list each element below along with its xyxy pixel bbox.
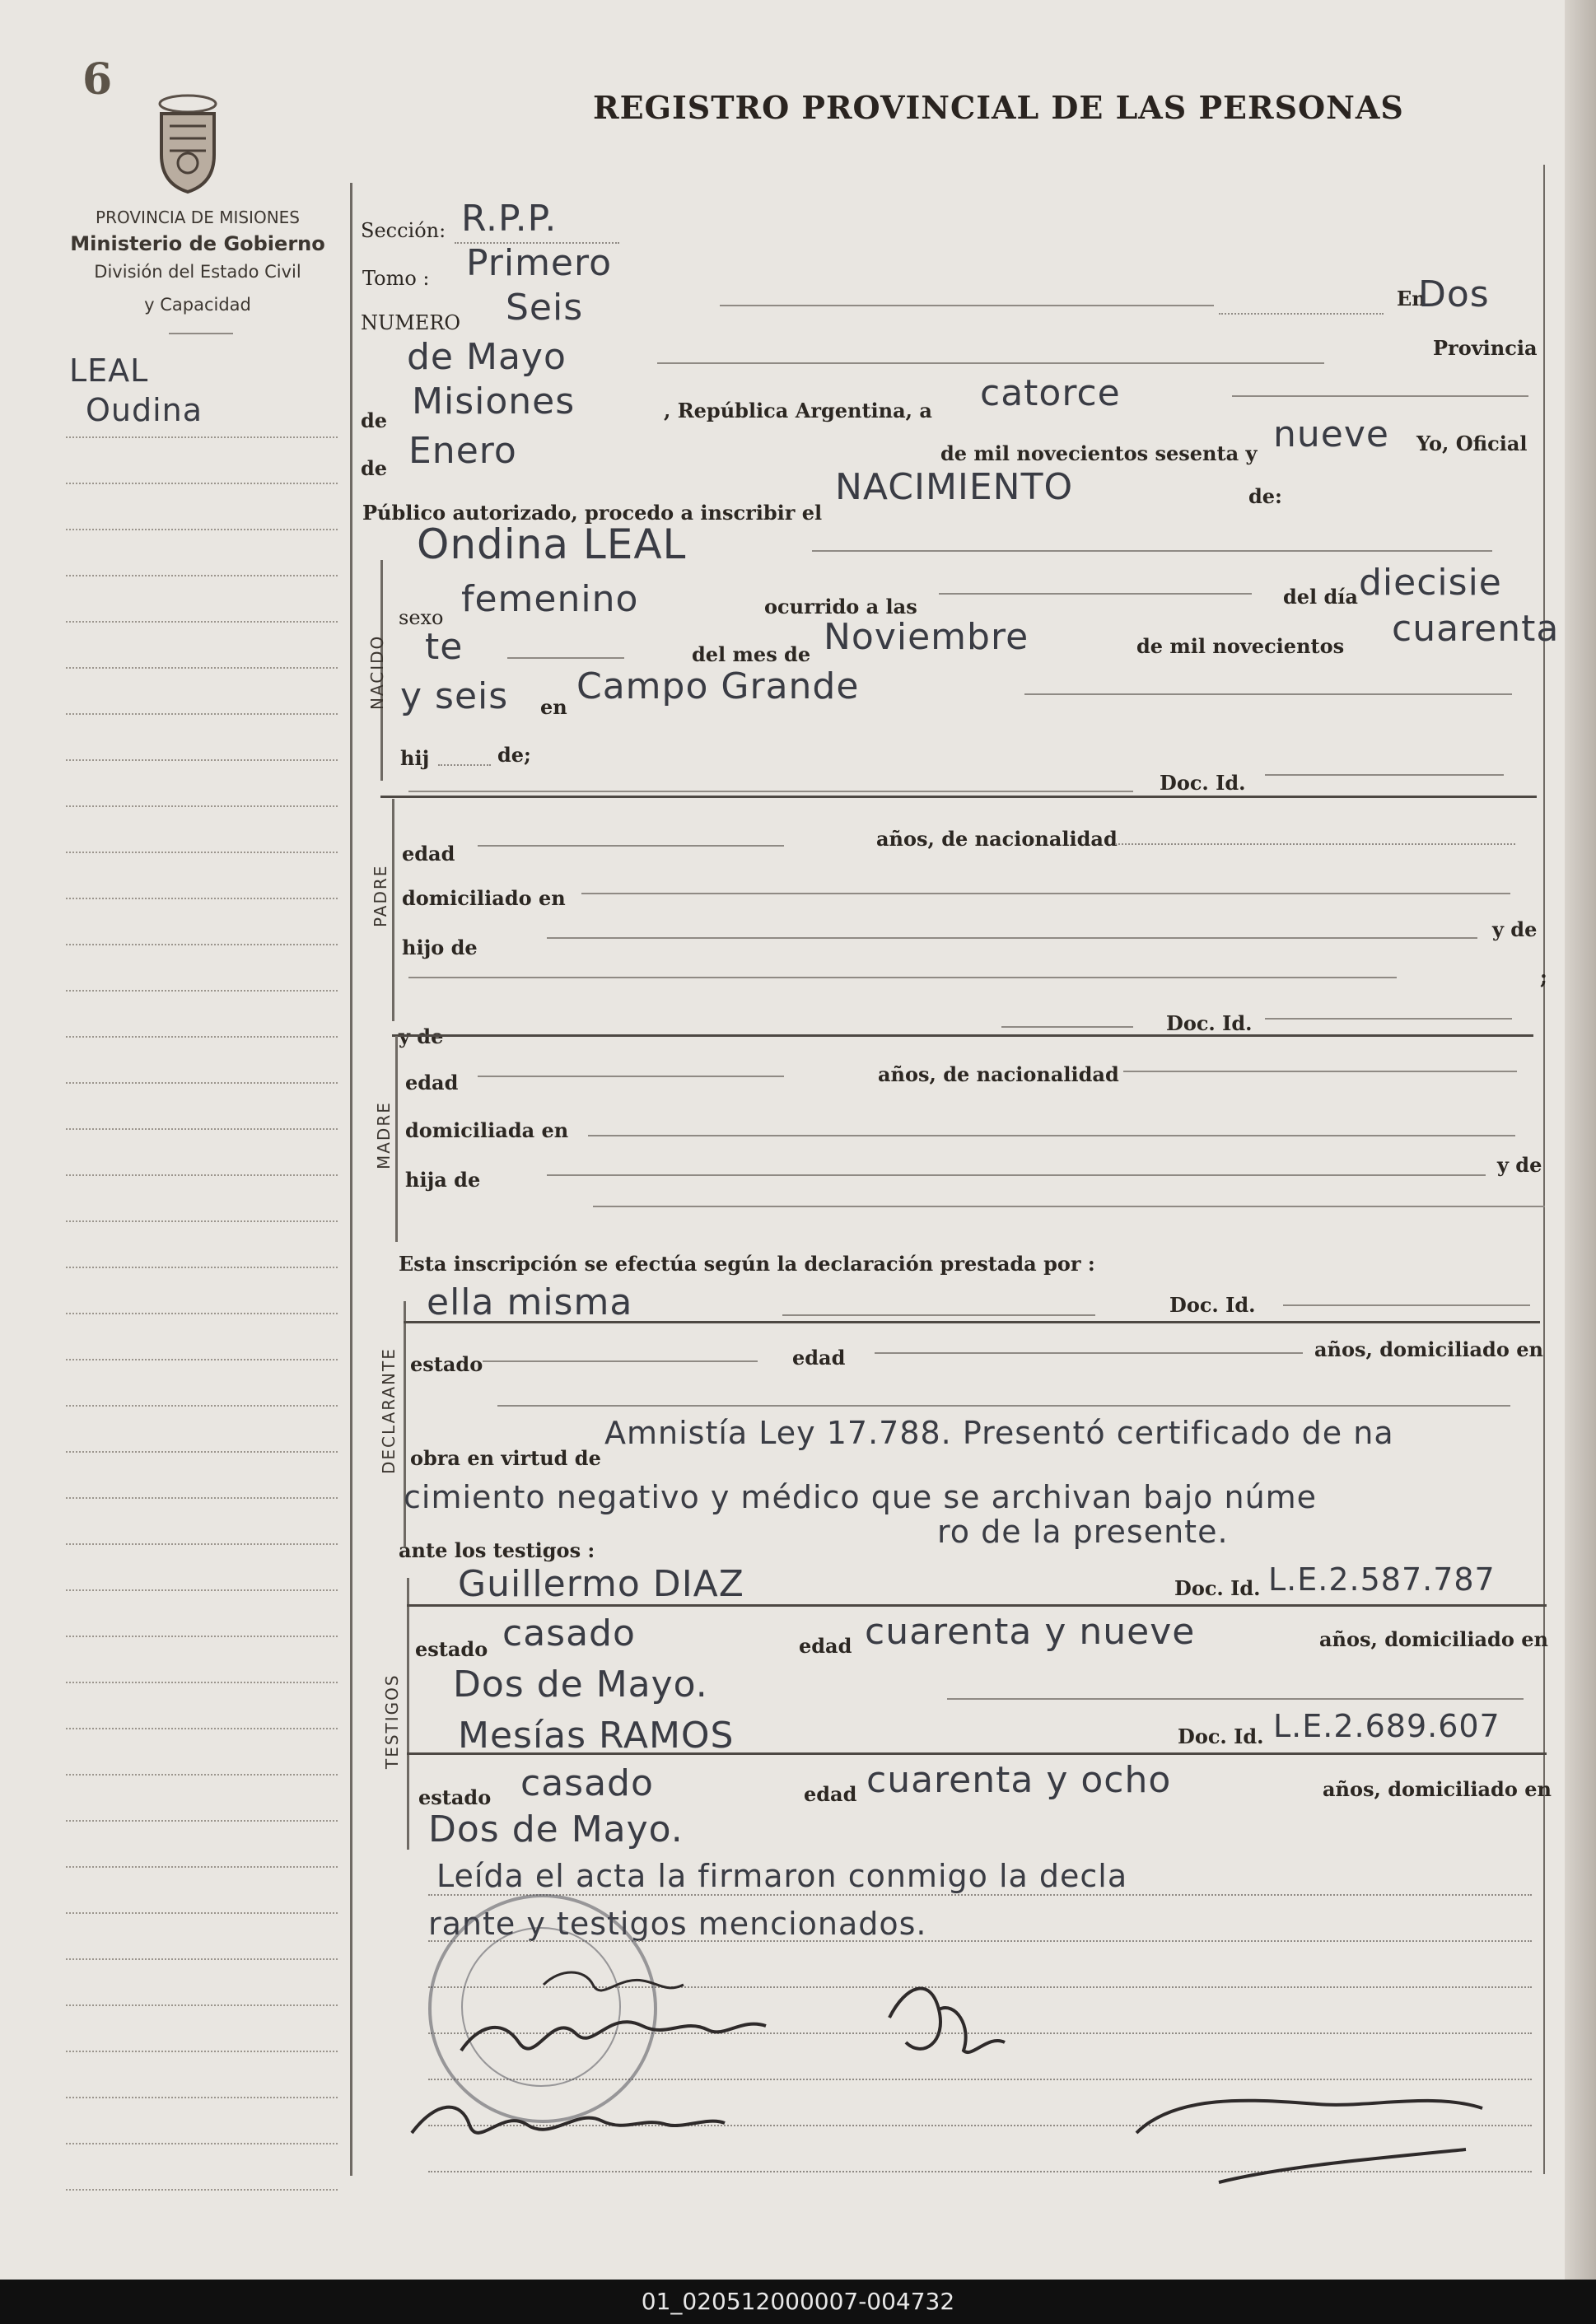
coat-of-arms-icon — [147, 89, 229, 196]
margin-rule — [66, 1497, 338, 1499]
mil-nov-label: de mil novecientos — [1136, 634, 1345, 658]
field-line — [483, 1360, 758, 1362]
ante-testigos-label: ante los testigos : — [399, 1538, 595, 1562]
en-label: En — [1397, 287, 1426, 310]
testigo2-doc: L.E.2.689.607 — [1273, 1708, 1500, 1744]
left-border-line — [350, 183, 352, 2176]
margin-rule — [66, 529, 338, 530]
margin-rule — [66, 1405, 338, 1407]
cierre-line-1: Leída el acta la firmaron conmigo la decla — [436, 1858, 1128, 1894]
en-value: Dos — [1418, 273, 1490, 315]
book-binding — [1565, 0, 1596, 2280]
field-line — [547, 937, 1477, 939]
field-line — [947, 1698, 1524, 1700]
testigo1-dom: Dos de Mayo. — [453, 1664, 708, 1706]
y-de-label-3: y de — [1497, 1153, 1542, 1177]
numero-label: NUMERO — [361, 311, 461, 334]
field-line — [1001, 1026, 1133, 1028]
testigo2-estado: casado — [520, 1762, 654, 1804]
obra-label: obra en virtud de — [410, 1446, 601, 1470]
estado-label-3: estado — [418, 1785, 492, 1809]
margin-given-name: Oudina — [86, 392, 203, 428]
field-line — [1024, 693, 1512, 695]
numero-value: Seis — [506, 287, 584, 329]
anos-dom-label-2: años, domiciliado en — [1319, 1627, 1548, 1651]
field-line — [408, 977, 1397, 978]
field-line — [720, 305, 1214, 306]
field-line — [1115, 843, 1515, 845]
right-border-line — [1543, 165, 1545, 2174]
field-line — [1265, 774, 1504, 776]
de-colon-label: de: — [1248, 484, 1282, 508]
field-line — [478, 845, 784, 847]
del-dia-label: del día — [1283, 585, 1358, 609]
field-line — [939, 593, 1252, 595]
nombre-value: Ondina LEAL — [417, 520, 687, 568]
publico-label: Público autorizado, procedo a inscribir el — [362, 501, 823, 525]
section-line — [392, 799, 394, 1021]
sexo-value: femenino — [461, 578, 639, 620]
localidad-value: de Mayo — [407, 336, 567, 378]
field-line — [657, 362, 1324, 364]
margin-rule — [66, 621, 338, 623]
domiciliado-label: domiciliado en — [402, 886, 566, 910]
anio-nac-value: cuarenta — [1392, 608, 1560, 650]
seccion-value: R.P.P. — [461, 198, 558, 240]
estado-label-2: estado — [415, 1637, 488, 1661]
field-line — [593, 1206, 1545, 1207]
field-line — [1265, 1018, 1512, 1020]
margin-rule — [66, 1128, 338, 1130]
sexo-label: sexo — [399, 606, 444, 629]
hija-de-label: hija de — [405, 1168, 481, 1192]
margin-rule — [66, 805, 338, 807]
mil-nov-sesenta-label: de mil novecientos sesenta y — [940, 441, 1258, 465]
republica-label: , República Argentina, a — [664, 399, 932, 422]
margin-rule — [66, 2189, 338, 2191]
field-line — [812, 550, 1492, 552]
margin-rule — [66, 1820, 338, 1822]
section-nacido: NACIDO — [367, 634, 387, 710]
cierre-line-2: rante y testigos mencionados. — [428, 1906, 927, 1942]
province-label: PROVINCIA DE MISIONES — [96, 208, 300, 227]
divider — [169, 333, 233, 334]
testigo2-dom: Dos de Mayo. — [428, 1808, 684, 1850]
testigo1-estado: casado — [502, 1612, 636, 1654]
y-de-label: y de — [1492, 917, 1538, 941]
field-line — [875, 1352, 1303, 1354]
margin-rule — [66, 1682, 338, 1683]
dia-nac-value-2: te — [425, 626, 464, 668]
section-madre: MADRE — [374, 1101, 394, 1169]
provincia-value: Misiones — [412, 380, 576, 422]
field-line — [1219, 313, 1384, 315]
anos-dom-label: años, domiciliado en — [1314, 1337, 1543, 1361]
field-line — [408, 791, 1133, 792]
page-number: 6 — [82, 54, 113, 105]
signatures — [395, 1960, 1548, 2224]
field-line — [507, 657, 624, 659]
anos-nac-label-2: años, de nacionalidad — [878, 1062, 1119, 1086]
anio-nac-value-2: y seis — [400, 675, 509, 717]
margin-rule — [66, 667, 338, 669]
ocurrido-label: ocurrido a las — [764, 595, 917, 618]
field-line — [588, 1135, 1515, 1136]
margin-rule — [66, 575, 338, 576]
doc-id-label-5: Doc. Id. — [1178, 1724, 1264, 1748]
margin-rule — [66, 2051, 338, 2052]
section-divider — [380, 796, 1537, 798]
margin-rule — [66, 1082, 338, 1084]
field-line — [1232, 395, 1528, 397]
margin-rule — [66, 1451, 338, 1453]
margin-rule — [66, 852, 338, 853]
section-declarante: DECLARANTE — [379, 1347, 399, 1474]
footer-reference: 01_020512000007-004732 — [0, 2280, 1596, 2324]
doc-id-label-3: Doc. Id. — [1169, 1293, 1256, 1317]
field-line — [782, 1314, 1095, 1316]
doc-id-label: Doc. Id. — [1160, 771, 1246, 795]
tomo-label: Tomo : — [362, 267, 430, 290]
margin-rule — [66, 483, 338, 484]
doc-id-label-4: Doc. Id. — [1174, 1576, 1261, 1600]
margin-rule — [66, 436, 338, 438]
obra-value-1: Amnistía Ley 17.788. Presentó certificado de na — [604, 1415, 1394, 1451]
section-line — [395, 1036, 398, 1242]
edad-label-2: edad — [405, 1071, 459, 1094]
section-divider — [392, 1034, 1533, 1037]
margin-rule — [66, 1267, 338, 1268]
acto-value: NACIMIENTO — [835, 466, 1074, 508]
division-label-2: y Capacidad — [144, 295, 251, 315]
testigo1-edad: cuarenta y nueve — [865, 1611, 1196, 1653]
field-line — [547, 1174, 1486, 1176]
obra-value-2: cimiento negativo y médico que se archivan bajo núme — [404, 1479, 1318, 1515]
margin-rule — [66, 713, 338, 715]
edad-label-3: edad — [792, 1346, 846, 1370]
margin-rule — [66, 1036, 338, 1038]
margin-rule — [66, 1636, 338, 1637]
testigo2-name: Mesías RAMOS — [458, 1715, 735, 1757]
edad-label: edad — [402, 842, 455, 866]
tomo-value: Primero — [466, 242, 613, 284]
field-line — [1283, 1304, 1530, 1306]
edad-label-5: edad — [804, 1782, 857, 1806]
hij-label: hij — [400, 746, 430, 770]
field-line — [497, 1405, 1510, 1407]
section-divider — [407, 1604, 1547, 1607]
margin-rule — [66, 1912, 338, 1914]
testigo1-doc: L.E.2.587.787 — [1268, 1561, 1496, 1598]
del-mes-label: del mes de — [692, 642, 811, 666]
anos-nac-label: años, de nacionalidad — [876, 827, 1118, 851]
testigo2-edad: cuarenta y ocho — [866, 1759, 1172, 1801]
margin-rule — [66, 1589, 338, 1591]
testigo1-name: Guillermo DIAZ — [458, 1563, 744, 1605]
document-title: REGISTRO PROVINCIAL DE LAS PERSONAS — [593, 89, 1404, 126]
margin-rule — [66, 759, 338, 761]
mes-nac-value: Noviembre — [824, 616, 1029, 658]
semicolon-label: ; — [1540, 965, 1547, 989]
ministry-label: Ministerio de Gobierno — [70, 232, 325, 255]
field-line — [581, 893, 1510, 894]
margin-rule — [66, 1958, 338, 1960]
mes-value: Enero — [408, 430, 517, 472]
margin-rule — [66, 1313, 338, 1314]
section-padre: PADRE — [371, 864, 390, 927]
declarante-value: ella misma — [427, 1281, 633, 1323]
margin-surname: LEAL — [69, 352, 149, 389]
yo-oficial-label: Yo, Oficial — [1416, 432, 1528, 455]
margin-rule — [66, 1359, 338, 1360]
lugar-value: Campo Grande — [576, 665, 860, 707]
margin-rule — [66, 2097, 338, 2098]
section-testigos: TESTIGOS — [382, 1673, 402, 1769]
division-label: División del Estado Civil — [94, 262, 301, 282]
field-line — [438, 764, 491, 766]
doc-id-label-2: Doc. Id. — [1166, 1011, 1253, 1035]
section-divider — [404, 1321, 1540, 1323]
field-line — [478, 1076, 784, 1077]
seccion-label: Sección: — [361, 219, 446, 242]
margin-rule — [66, 1543, 338, 1545]
margin-rule — [66, 898, 338, 899]
margin-rule — [66, 1774, 338, 1776]
edad-label-4: edad — [799, 1634, 852, 1658]
hijo-de-label: hijo de — [402, 936, 478, 959]
section-divider — [407, 1752, 1547, 1755]
margin-rule — [66, 1174, 338, 1176]
field-line — [1123, 1071, 1517, 1072]
de-label-2: de — [361, 456, 388, 480]
margin-rule — [66, 1866, 338, 1868]
y-de-label-2: y de — [399, 1024, 444, 1048]
section-line — [407, 1578, 409, 1850]
margin-rule — [66, 2004, 338, 2006]
estado-label: estado — [410, 1352, 483, 1376]
domiciliada-label: domiciliada en — [405, 1118, 569, 1142]
provincia-label: Provincia — [1433, 336, 1538, 360]
anio-value: nueve — [1273, 413, 1389, 455]
margin-rule — [66, 944, 338, 945]
margin-rule — [66, 1728, 338, 1729]
margin-rule — [66, 2143, 338, 2144]
de-semicolon-label: de; — [497, 743, 531, 767]
dia-value: catorce — [980, 372, 1121, 414]
margin-rule — [66, 990, 338, 992]
de-label: de — [361, 408, 388, 432]
anos-dom-label-3: años, domiciliado en — [1323, 1777, 1552, 1801]
en-lower-label: en — [540, 695, 567, 719]
dia-nac-value: diecisie — [1359, 562, 1502, 604]
body-rule — [428, 1894, 1532, 1896]
margin-rule — [66, 1220, 338, 1222]
inscripcion-label: Esta inscripción se efectúa según la declaración prestada por : — [399, 1252, 1095, 1276]
obra-value-3: ro de la presente. — [937, 1514, 1229, 1550]
